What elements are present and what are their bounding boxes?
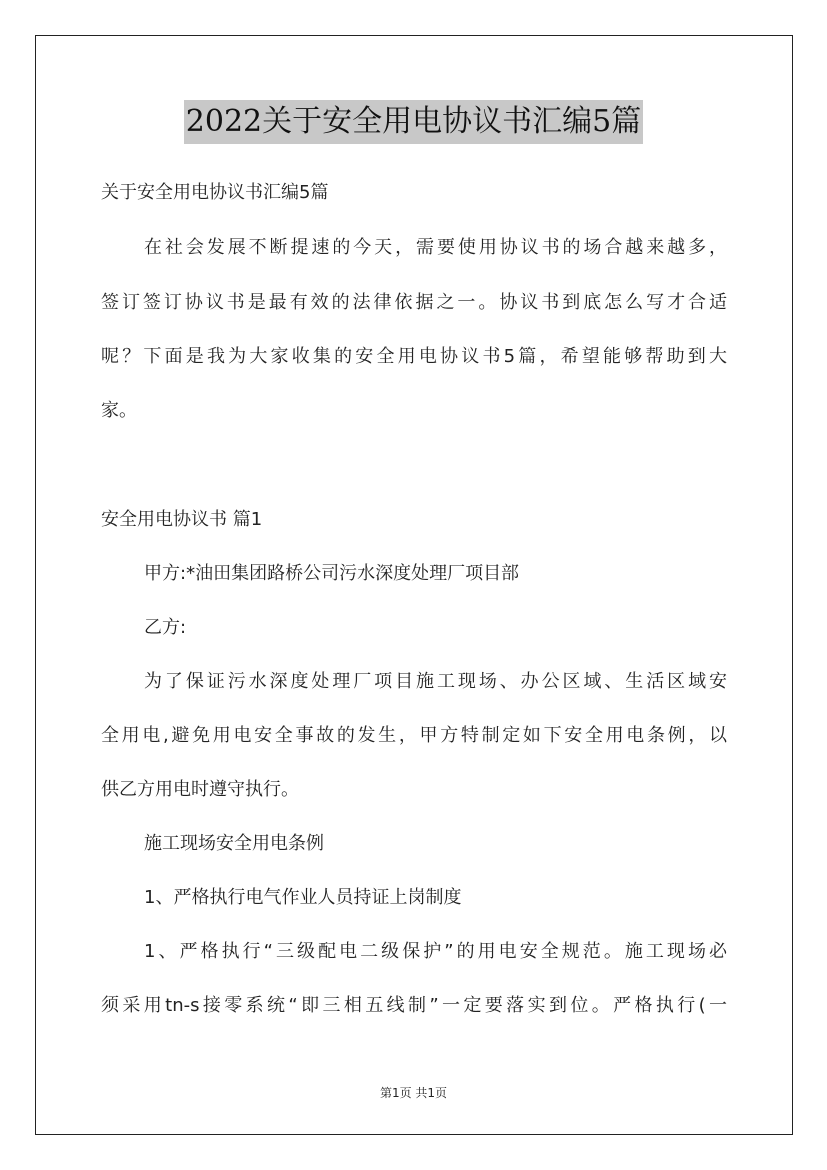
paragraph-line: 须采用tn-s接零系统“即三相五线制”一定要落实到位。严格执行(一 [101,995,727,1016]
party-a-line: 甲方:*油田集团路桥公司污水深度处理厂项目部 [144,563,520,584]
party-b-line: 乙方: [144,617,187,638]
paragraph-line: 全用电,避免用电安全事故的发生，甲方特制定如下安全用电条例，以 [101,725,727,746]
paragraph-line: 在社会发展不断提速的今天，需要使用协议书的场合越来越多， [144,237,727,258]
paragraph-line: 家。 [101,400,137,421]
paragraph-line: 为了保证污水深度处理厂项目施工现场、办公区域、生活区域安 [144,671,727,692]
title-wrap [0,100,827,144]
page-footer: 第1页 共1页 [379,1086,448,1100]
paragraph-line: 1、严格执行“三级配电二级保护”的用电安全规范。施工现场必 [144,941,727,962]
document-title: 2022关于安全用电协议书汇编5篇 [184,100,643,144]
section-heading: 安全用电协议书 篇1 [101,509,263,530]
paragraph-line: 供乙方用电时遵守执行。 [101,779,299,800]
paragraph-line: 呢？下面是我为大家收集的安全用电协议书5篇，希望能够帮助到大 [101,346,727,367]
subheading-line: 施工现场安全用电条例 [144,833,324,854]
subtitle-line: 关于安全用电协议书汇编5篇 [101,182,329,203]
list-item: 1、严格执行电气作业人员持证上岗制度 [144,887,462,908]
paragraph-line: 签订签订协议书是最有效的法律依据之一。协议书到底怎么写才合适 [101,292,727,313]
